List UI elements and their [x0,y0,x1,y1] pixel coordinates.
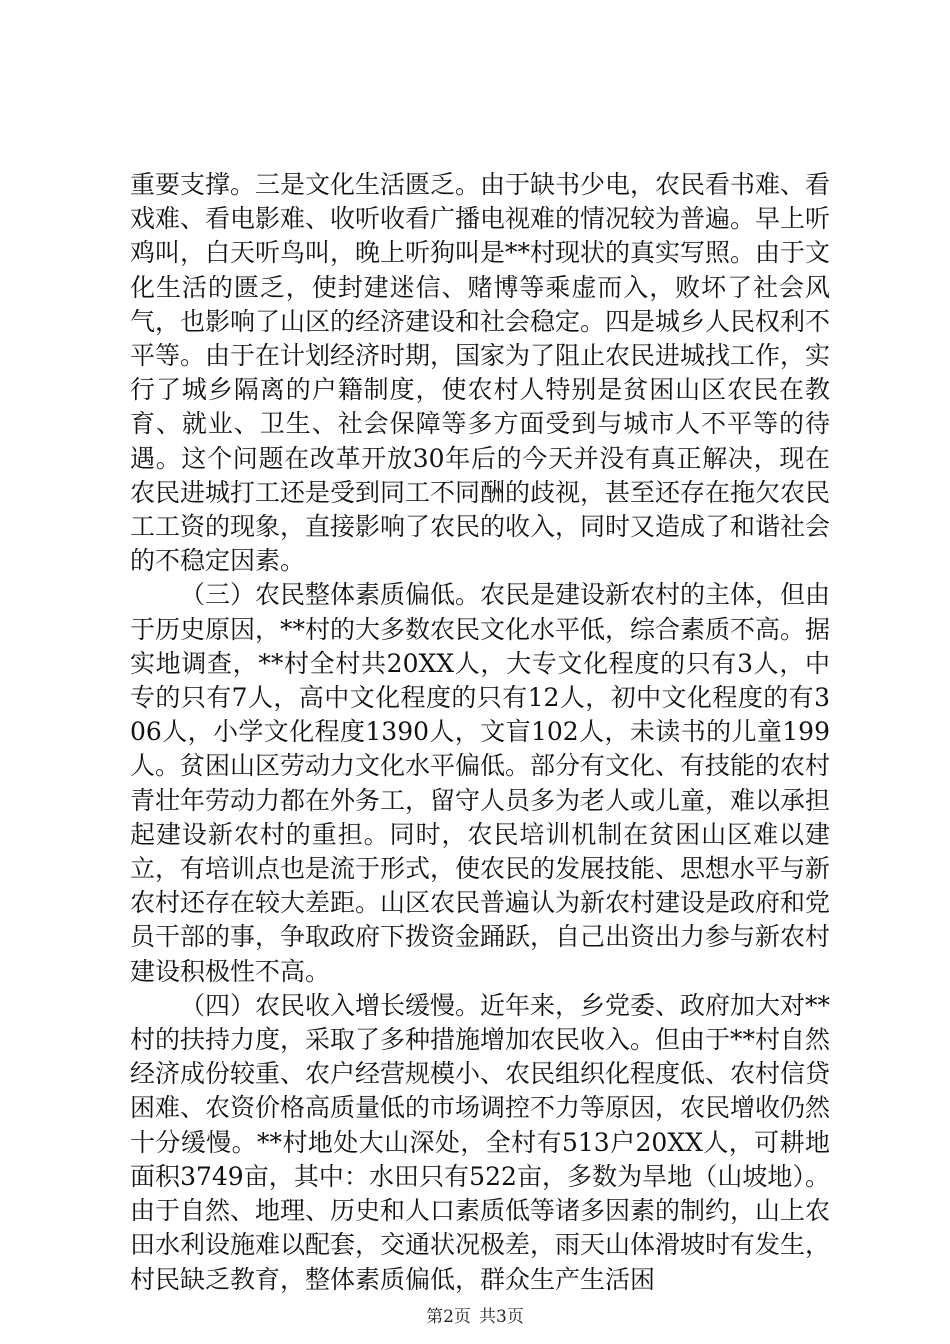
page-footer [0,1302,950,1327]
page-total: 共3页 [479,1307,524,1327]
paragraph-income-growth: （四）农民收入增长缓慢。近年来，乡党委、政府加大对**村的扶持力度，采取了多种措施增加农民收入。但由于**村自然经济成份较重、农户经营规模小、农民组织化程度低、农村信贷困难、农资价格高质量低的市场调控不力等原因，农民增收仍然十分缓慢。**村地处大山深处，全村有513户20XX人，可耕地面积3749亩，其中：水田只有522亩，多数为旱地（山坡地）。由于自然、地理、历史和人口素质低等诸多因素的制约，山上农田水利设施难以配套，交通状况极差，雨天山体滑坡时有发生，村民缺乏教育，整体素质偏低，群众生产生活困 [130,990,831,1294]
document-body [130,168,830,1297]
page-number: 第2页 [426,1307,471,1327]
paragraph-culture-rights: 重要支撑。三是文化生活匮乏。由于缺书少电，农民看书难、看戏难、看电影难、收听收看广播电视难的情况较为普遍。早上听鸡叫，白天听鸟叫，晚上听狗叫是**村现状的真实写照。由于文化生活的匮乏，使封建迷信、赌博等乘虚而入，败坏了社会风气，也影响了山区的经济建设和社会稳定。四是城乡人民权利不平等。由于在计划经济时期，国家为了阻止农民进城找工作，实行了城乡隔离的户籍制度，使农村人特别是贫困山区农民在教育、就业、卫生、社会保障等多方面受到与城市人不平等的待遇。这个问题在改革开放30年后的今天并没有真正解决，现在农民进城打工还是受到同工不同酬的歧视，甚至还存在拖欠农民工工资的现象，直接影响了农民的收入，同时又造成了和谐社会的不稳定因素。 [130,170,831,576]
paragraph-farmer-quality: （三）农民整体素质偏低。农民是建设新农村的主体，但由于历史原因，**村的大多数农民文化水平低，综合素质不高。据实地调查，**村全村共20XX人，大专文化程度的只有3人，中专的只有7人，高中文化程度的只有12人，初中文化程度的有306人，小学文化程度1390人，文盲102人，未读书的儿童199人。贫困山区劳动力文化水平偏低。部分有文化、有技能的农村青壮年劳动力都在外务工，留守人员多为老人或儿童，难以承担起建设新农村的重担。同时，农民培训机制在贫困山区难以建立，有培训点也是流于形式，使农民的发展技能、思想水平与新农村还存在较大差距。山区农民普遍认为新农村建设是政府和党员干部的事，争取政府下拨资金踊跃，自己出资出力参与新农村建设积极性不高。 [130,580,831,986]
